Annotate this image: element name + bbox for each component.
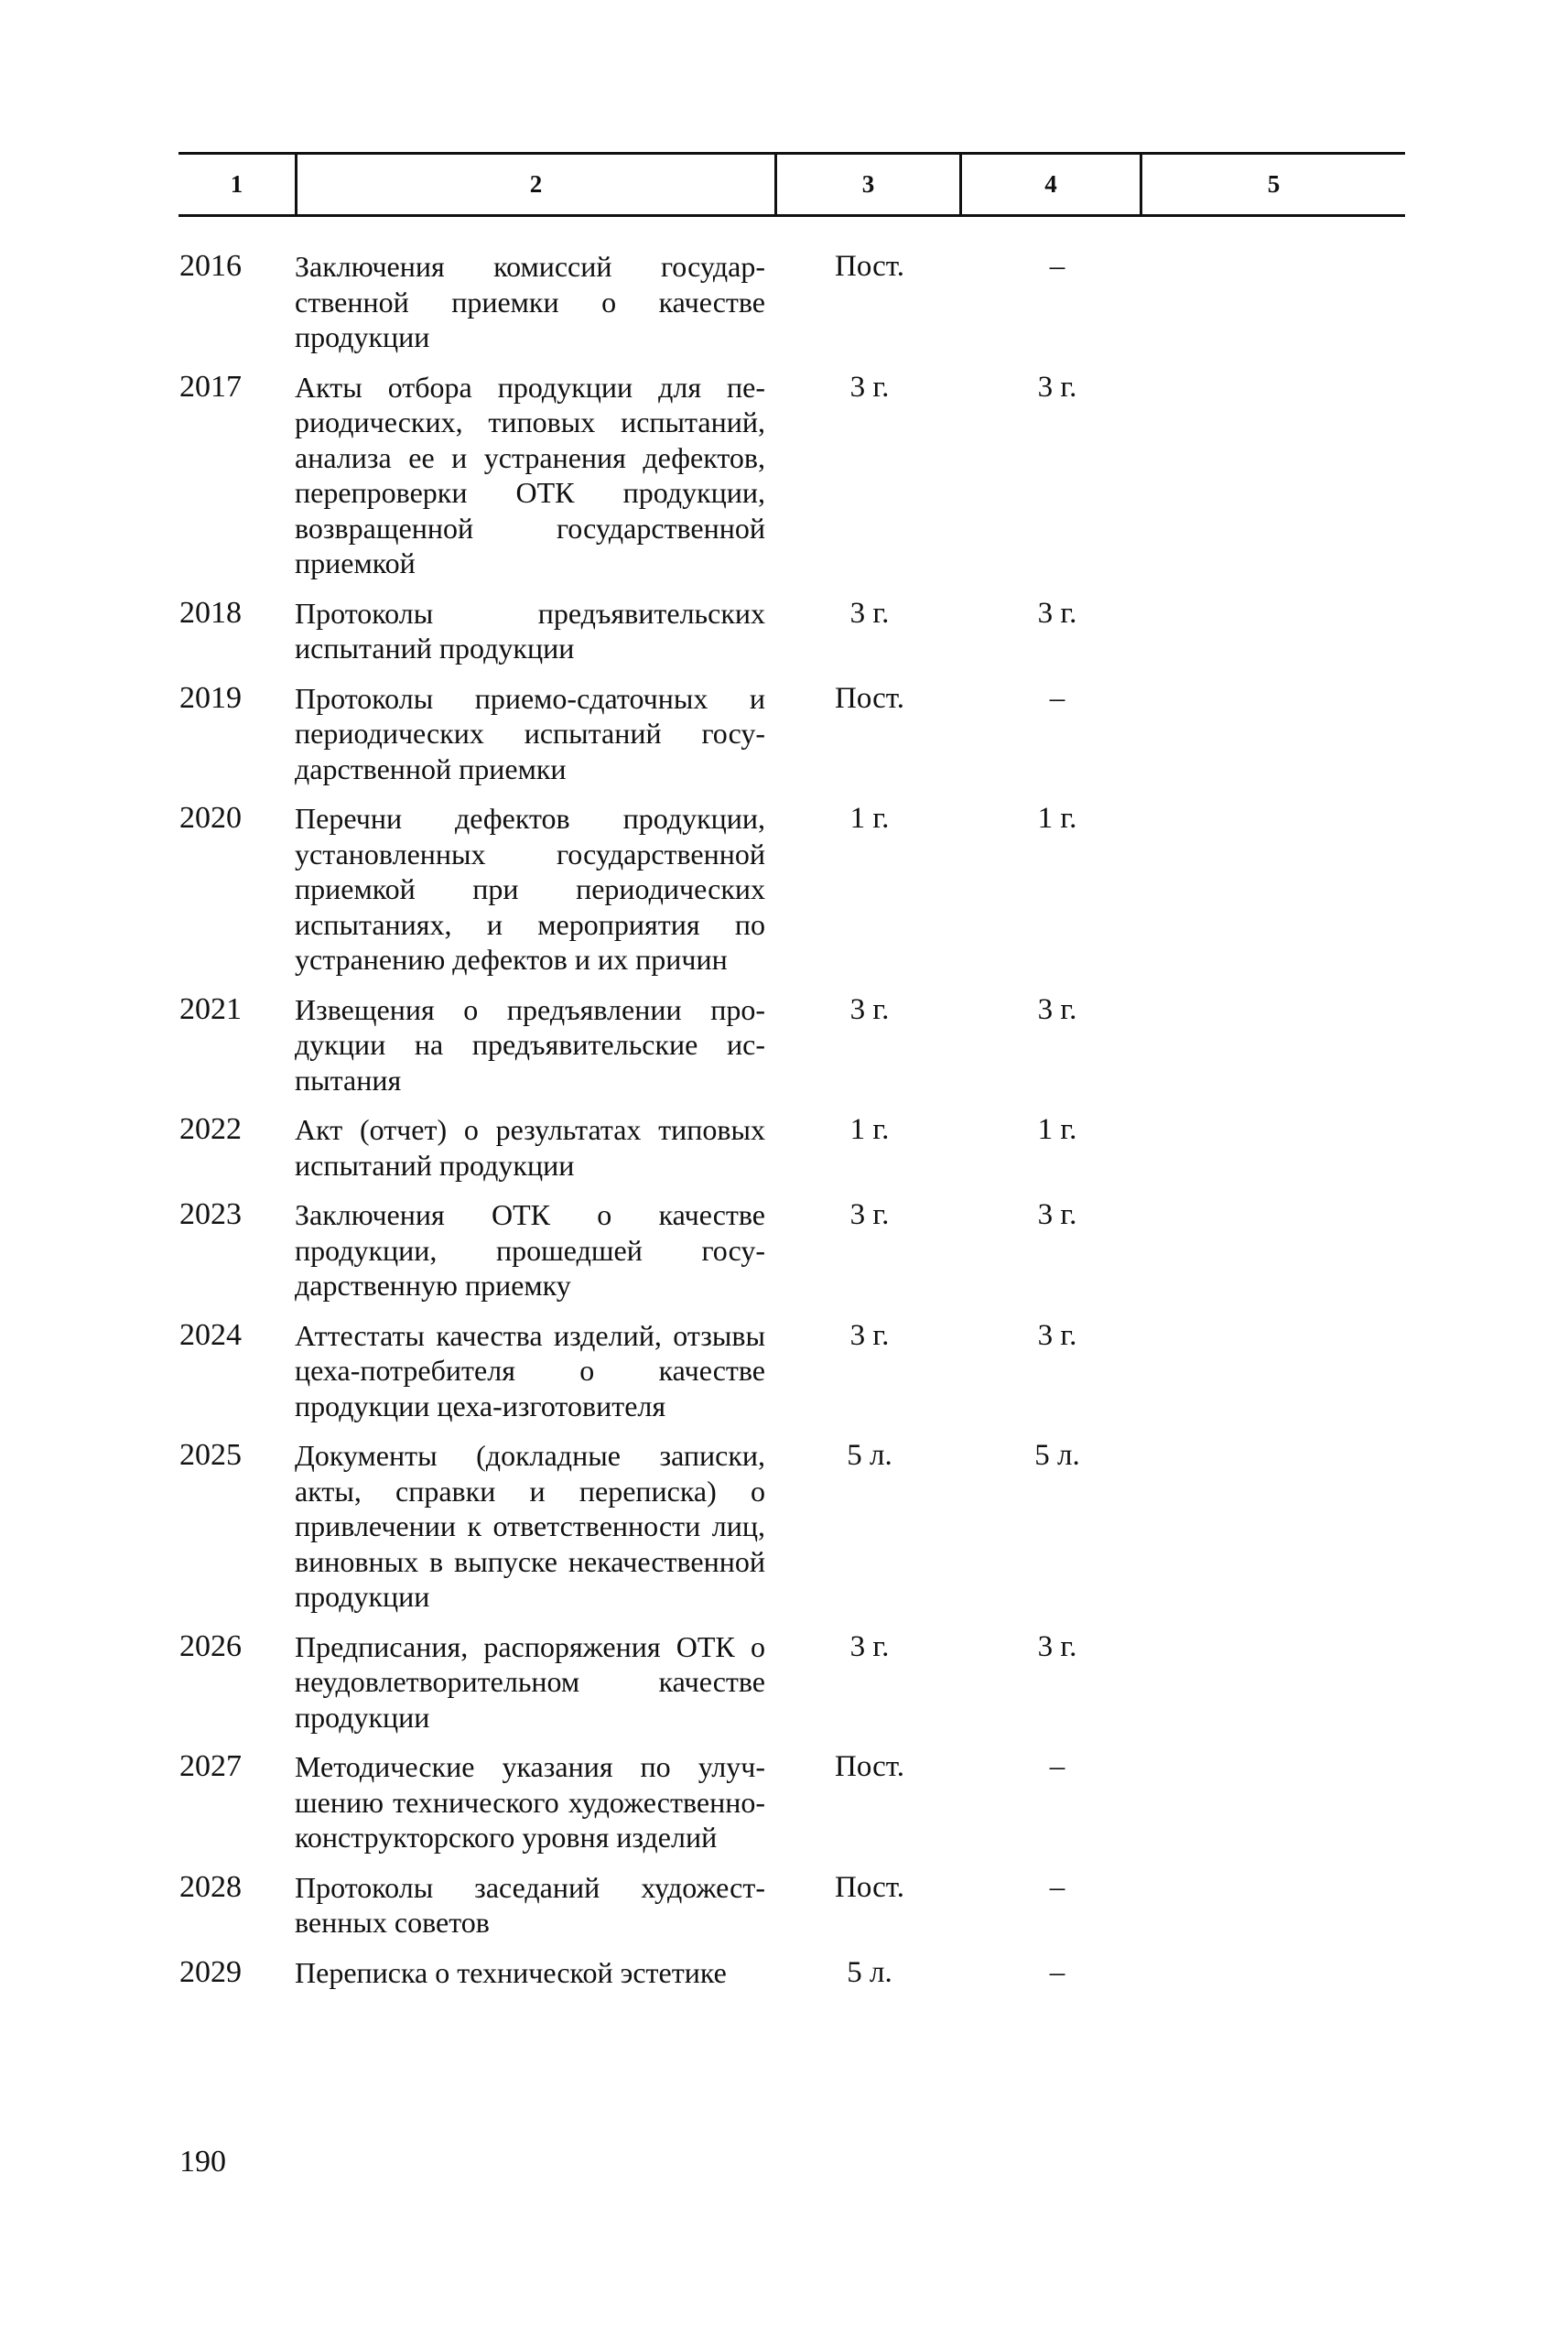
header-col-3: 3 [861, 170, 875, 198]
table-row [0, 1112, 1568, 1183]
table-row [0, 1870, 1568, 1941]
row-retention-col4: – [1049, 250, 1065, 283]
table-row [0, 1197, 1568, 1303]
row-retention-col3: 1 г. [849, 802, 890, 835]
row-retention-col3: 3 г. [849, 1318, 890, 1352]
row-description: Заключения комиссий государственной приемки о качестве продукции [295, 250, 765, 353]
row-retention-col3: 5 л. [847, 1955, 892, 1989]
row-retention-col3: Пост. [835, 250, 904, 283]
table-row [0, 249, 1568, 355]
row-retention-col4: 3 г. [1037, 1198, 1077, 1231]
row-retention-col4: 3 г. [1037, 1318, 1077, 1352]
table-row [0, 801, 1568, 978]
row-number: 2020 [179, 801, 242, 835]
table-row [0, 1955, 1568, 1991]
row-retention-col4: – [1049, 1870, 1065, 1904]
page-number: 190 [179, 2145, 226, 2179]
header-bottom-rule [178, 214, 1405, 217]
table-row [0, 1749, 1568, 1855]
row-retention-col3: Пост. [835, 1870, 904, 1904]
row-number: 2018 [179, 595, 242, 630]
row-retention-col4: 3 г. [1037, 596, 1077, 630]
row-number: 2026 [179, 1628, 242, 1663]
row-retention-col3: 3 г. [849, 370, 890, 404]
row-number: 2028 [179, 1869, 242, 1904]
row-description: Акт (отчет) о результатах типовых испытаний продукции [295, 1113, 765, 1182]
table-body [0, 249, 1568, 2005]
row-retention-col3: 3 г. [849, 596, 890, 630]
row-retention-col3: 3 г. [849, 992, 890, 1026]
row-retention-col4: 1 г. [1037, 1113, 1077, 1146]
row-retention-col3: 3 г. [849, 1629, 890, 1663]
row-number: 2023 [179, 1197, 242, 1231]
row-number: 2021 [179, 991, 242, 1026]
table-row [0, 1318, 1568, 1424]
table-row [0, 370, 1568, 581]
row-retention-col4: – [1049, 1955, 1065, 1989]
row-description: Методические указания по улучшению технического художественно-конструкторского уровня изделий [295, 1750, 765, 1854]
header-top-rule [178, 152, 1405, 155]
header-col-5: 5 [1267, 170, 1281, 198]
row-retention-col4: 5 л. [1034, 1439, 1080, 1472]
row-number: 2025 [179, 1438, 242, 1472]
row-retention-col3: 1 г. [849, 1113, 890, 1146]
row-retention-col3: Пост. [835, 1750, 904, 1783]
row-retention-col4: 1 г. [1037, 802, 1077, 835]
row-description: Предписания, распоряжения ОТК о неудовлетворительном качестве продукции [295, 1629, 765, 1734]
row-description: Аттестаты качества изделий, отзывы цеха-потребителя о качестве продукции цеха-изготовителя [295, 1318, 765, 1422]
row-retention-col4: 3 г. [1037, 992, 1077, 1026]
row-description: Документы (докладные записки, акты, справки и переписка) о привлечении к ответственности лиц, виновных в выпуске некачественной продукции [295, 1439, 765, 1613]
row-number: 2027 [179, 1749, 242, 1783]
row-description: Протоколы заседаний художественных советов [295, 1870, 765, 1939]
table-row [0, 1438, 1568, 1615]
row-retention-col4: – [1049, 681, 1065, 715]
row-description: Акты отбора продукции для периодических, типовых испытаний, анализа ее и устранения дефектов, перепроверки ОТК продукции, возвращенной государственной приемкой [295, 370, 765, 579]
row-description: Переписка о технической эстетике [295, 1955, 727, 1989]
row-description: Извещения о предъявлении продукции на предъявительские испытания [295, 992, 765, 1097]
table-row [0, 681, 1568, 787]
table-row [0, 596, 1568, 666]
header-col-4: 4 [1044, 170, 1057, 198]
row-retention-col3: 5 л. [847, 1439, 892, 1472]
row-description: Протоколы приемо-сдаточных и периодических испытаний государственной приемки [295, 681, 765, 785]
row-number: 2022 [179, 1112, 242, 1146]
row-retention-col4: – [1049, 1750, 1065, 1783]
row-retention-col3: Пост. [835, 681, 904, 715]
table-row [0, 992, 1568, 1098]
row-number: 2019 [179, 680, 242, 715]
row-number: 2017 [179, 369, 242, 404]
row-description: Перечни дефектов продукции, установленных государственной приемкой при периодических испытаниях, и мероприятия по устранению дефектов и их причин [295, 802, 765, 976]
row-number: 2016 [179, 249, 242, 283]
row-description: Протоколы предъявительских испытаний продукции [295, 596, 765, 665]
row-retention-col4: 3 г. [1037, 370, 1077, 404]
row-retention-col4: 3 г. [1037, 1629, 1077, 1663]
row-description: Заключения ОТК о качестве продукции, прошедшей государственную приемку [295, 1198, 765, 1302]
row-number: 2029 [179, 1954, 242, 1989]
row-number: 2024 [179, 1317, 242, 1352]
table-row [0, 1629, 1568, 1736]
row-retention-col3: 3 г. [849, 1198, 890, 1231]
header-col-2: 2 [529, 170, 543, 198]
header-col-1: 1 [230, 170, 243, 198]
